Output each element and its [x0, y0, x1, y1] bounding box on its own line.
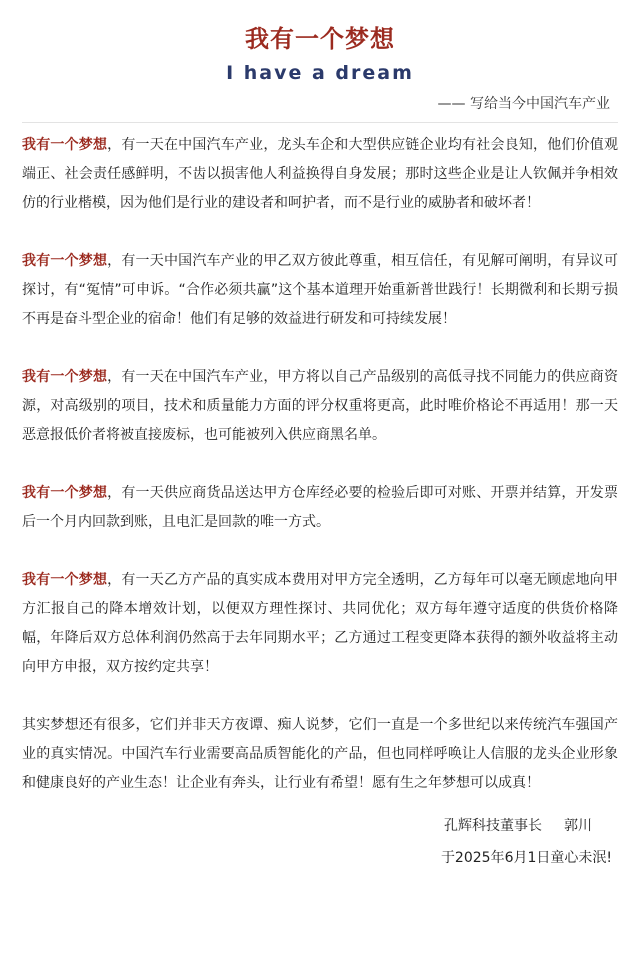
paragraph-lead: 我有一个梦想 — [22, 485, 108, 501]
signature-title: 孔辉科技董事长 — [444, 818, 542, 834]
signature-name: 郭川 — [564, 818, 592, 834]
paragraph-lead: 我有一个梦想 — [22, 137, 108, 153]
paragraph-4 — [22, 479, 618, 537]
page-subtitle-english: I have a dream — [226, 62, 414, 84]
paragraph-text: ，有一天乙方产品的真实成本费用对甲方完全透明，乙方每年可以毫无顾虑地向甲方汇报自己的降本增效计划，以便双方理性探讨、共同优化；双方每年遵守适度的供货价格降幅，年降后双方总体利润仍然高于去年同期水平；乙方通过工程变更降本获得的额外收益将主动向甲方申报，双方按约定共享！ — [22, 572, 618, 675]
article-body — [22, 131, 618, 798]
paragraph-text: ，有一天中国汽车产业的甲乙双方彼此尊重，相互信任，有见解可阐明，有异议可探讨，有“冤情”可申诉。“合作必须共赢”这个基本道理开始重新普世践行！长期微利和长期亏损不再是奋斗型企业的宿命！他们有足够的效益进行研发和可持续发展！ — [22, 253, 618, 327]
paragraph-text: ，有一天供应商货品送达甲方仓库经必要的检验后即可对账、开票并结算，开发票后一个月内回款到账，且电汇是回款的唯一方式。 — [22, 485, 618, 530]
dedication-line: —— 写给当今中国汽车产业 — [437, 96, 610, 112]
paragraph-lead: 我有一个梦想 — [22, 572, 108, 588]
paragraph-2 — [22, 247, 618, 334]
paragraph-5 — [22, 566, 618, 682]
paragraph-lead: 我有一个梦想 — [22, 369, 108, 385]
signature-line — [22, 816, 592, 836]
paragraph-text: ，有一天在中国汽车产业，甲方将以自己产品级别的高低寻找不同能力的供应商资源，对高级别的项目，技术和质量能力方面的评分权重将更高，此时唯价格论不再适用！那一天恶意报低价者将被直接废标，也可能被列入供应商黑名单。 — [22, 369, 618, 443]
paragraph-3 — [22, 363, 618, 450]
divider — [22, 122, 618, 123]
paragraph-lead: 我有一个梦想 — [22, 253, 108, 269]
paragraph-text: ，有一天在中国汽车产业，龙头车企和大型供应链企业均有社会良知，他们价值观端正、社会责任感鲜明，不齿以损害他人利益换得自身发展；那时这些企业是让人钦佩并争相效仿的行业楷模，因为他们是行业的建设者和呵护者，而不是行业的威胁者和破坏者！ — [22, 137, 618, 211]
page-title: 我有一个梦想 — [245, 25, 395, 53]
paragraph-text: 其实梦想还有很多，它们并非天方夜谭、痴人说梦，它们一直是一个多世纪以来传统汽车强国产业的真实情况。中国汽车行业需要高品质智能化的产品，但也同样呼唤让人信服的龙头企业形象和健康良好的产业生态！让企业有奔头，让行业有希望！愿有生之年梦想可以成真！ — [22, 717, 618, 791]
date-line: 于2025年6月1日童心未泯! — [440, 850, 612, 866]
paragraph-1 — [22, 131, 618, 218]
paragraph-closing — [22, 711, 618, 798]
